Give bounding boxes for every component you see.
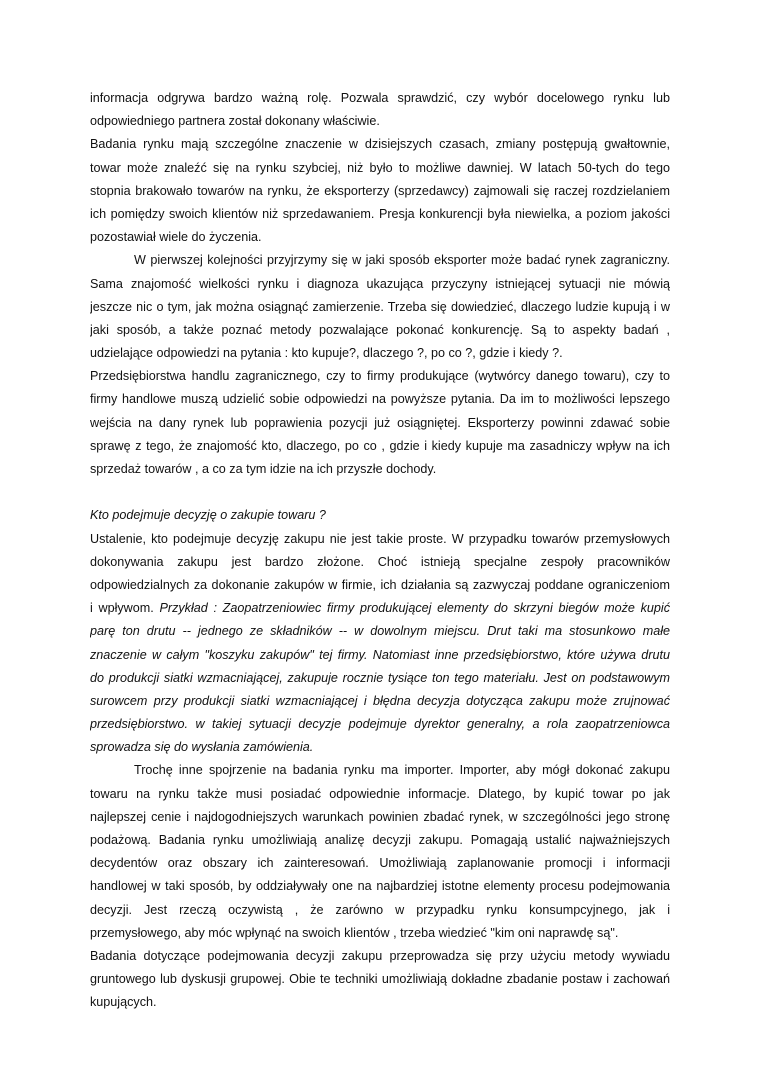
text-line: Badania dotyczące podejmowania decyzji zakupu przeprowadza się przy użyciu metody wywiadu — [90, 948, 670, 963]
section-heading: Kto podejmuje decyzję o zakupie towaru ? — [90, 508, 326, 523]
text-line: handlowej w taki sposób, by oddziaływały one na najbardziej istotne elementy procesu podejmowania — [90, 879, 670, 894]
text-line: wejścia na dany rynek lub poprawienia pozycji już osiągniętej. Eksporterzy powinni zdawać sobie — [90, 415, 670, 430]
text-line: decyzji. Jest rzeczą oczywistą , że zarówno w przypadku rynku konsumpcyjnego, jak i — [90, 902, 670, 917]
text-line: sprawę z tego, że znajomość kto, dlaczego, po co , gdzie i kiedy kupuje ma zasadniczy wpływ na ich — [90, 438, 670, 453]
text-line: W pierwszej kolejności przyjrzymy się w jaki sposób eksporter może badać rynek zagraniczny. — [134, 253, 670, 268]
example-line: znaczenie w całym "koszyku zakupów" tej firmy. Natomiast inne przedsiębiorstwo, które używa drutu — [90, 647, 670, 662]
example-line: przedsiębiorstwo. w takiej sytuacji decyzje podejmuje dyrektor generalny, a rola zaopatrzeniowca — [90, 717, 670, 732]
text-line: odpowiedzialnych za dokonanie zakupów w firmie, ich działania są zazwyczaj poddane ograniczeniom — [90, 577, 670, 592]
text-line: ich pomiędzy swoich klientów niż sprzedawaniem. Presja konkurencji była niewielka, a poziom jakości — [90, 206, 670, 221]
text-line: decydentów oraz obszary ich zainteresowań. Umożliwiają zaplanowanie promocji i informacji — [90, 856, 670, 871]
example-line: sprowadza się do wysłania zamówienia. — [90, 740, 314, 755]
text-line: sprzedaż towarów , a co za tym idzie na ich przyszłe dochody. — [90, 462, 437, 476]
document-body — [90, 87, 670, 1015]
text-line: Przedsiębiorstwa handlu zagranicznego, czy to firmy produkujące (wytwórcy danego towaru), czy to — [90, 369, 670, 384]
text-line: dokonywania zakupu jest bardzo złożone. Choć istnieją specjalne zespoły pracowników — [90, 554, 670, 569]
text-line: udzielające odpowiedzi na pytania : kto kupuje?, dlaczego ?, po co ?, gdzie i kiedy ?. — [90, 346, 563, 361]
text-line: gruntowego lub dyskusji grupowej. Obie te techniki umożliwiają dokładne zbadanie postaw i zachowań — [90, 972, 670, 987]
text-line: pozostawiał wiele do życzenia. — [90, 230, 262, 245]
text-line-mixed — [90, 597, 670, 620]
text-segment: i wpływom. — [90, 601, 160, 616]
example-line: parę ton drutu -- jednego ze składników -- w dowolnym miejscu. Drut taki ma stosunkowo małe — [90, 624, 670, 639]
text-line: odpowiedniego partnera został dokonany właściwie. — [90, 114, 380, 129]
text-line: Ustalenie, kto podejmuje decyzję zakupu nie jest takie proste. W przypadku towarów przemysłowych — [90, 531, 670, 546]
text-line: najlepszej cenie i najdogodniejszych warunkach powinien zbadać rynek, w szczególności jego stronę — [90, 809, 670, 824]
text-line: jeszcze nic o tym, jak można osiągnąć zamierzenie. Trzeba się dowiedzieć, dlaczego ludzie kupują i w — [90, 299, 670, 314]
example-line: surowcem przy produkcji siatki wzmacniającej i błędna decyzja dotycząca zakupu może zrujnować — [90, 693, 670, 708]
text-line: towar może znaleźć się na rynku szybciej, niż było to możliwe dawniej. W latach 50-tych do tego — [90, 160, 670, 175]
text-line: stopnia brakowało towarów na rynku, że eksporterzy (sprzedawcy) zajmowali się raczej rozdzielaniem — [90, 183, 670, 198]
text-line: jaki sposób, a także poznać metody pozwalające pokonać konkurencję. Są to aspekty badań , — [90, 322, 670, 337]
text-line: firmy handlowe muszą udzielić sobie odpowiedzi na powyższe pytania. Da im to możliwości lepszego — [90, 392, 670, 407]
example-segment: Przykład : Zaopatrzeniowiec firmy produkującej elementy do skrzyni biegów może kupić — [159, 601, 670, 616]
text-line: informacja odgrywa bardzo ważną rolę. Pozwala sprawdzić, czy wybór docelowego rynku lub — [90, 91, 670, 105]
text-line: kupujących. — [90, 995, 157, 1010]
text-line: podażową. Badania rynku umożliwiają analizę decyzji zakupu. Pomagają ustalić najważniejszych — [90, 833, 670, 847]
text-line: przemysłowego, aby móc wpłynąć na swoich klientów , trzeba wiedzieć "kim oni naprawdę są". — [90, 925, 619, 940]
text-line: Badania rynku mają szczególne znaczenie w dzisiejszych czasach, zmiany postępują gwałtownie, — [90, 137, 670, 152]
text-line: Sama znajomość wielkości rynku i diagnoza ukazująca przyczyny istniejącej sytuacji nie mówią — [90, 276, 670, 291]
text-line: Trochę inne spojrzenie na badania rynku ma importer. Importer, aby mógł dokonać zakupu — [134, 763, 670, 778]
example-line: do produkcji siatki wzmacniającej, zakupuje rocznie tysiące ton tego materiału. Jest on podstawowym — [90, 670, 670, 685]
text-line: towaru na rynku także musi posiadać odpowiednie informacje. Dlatego, by kupić towar po jak — [90, 786, 670, 801]
paragraph-gap — [90, 481, 670, 504]
